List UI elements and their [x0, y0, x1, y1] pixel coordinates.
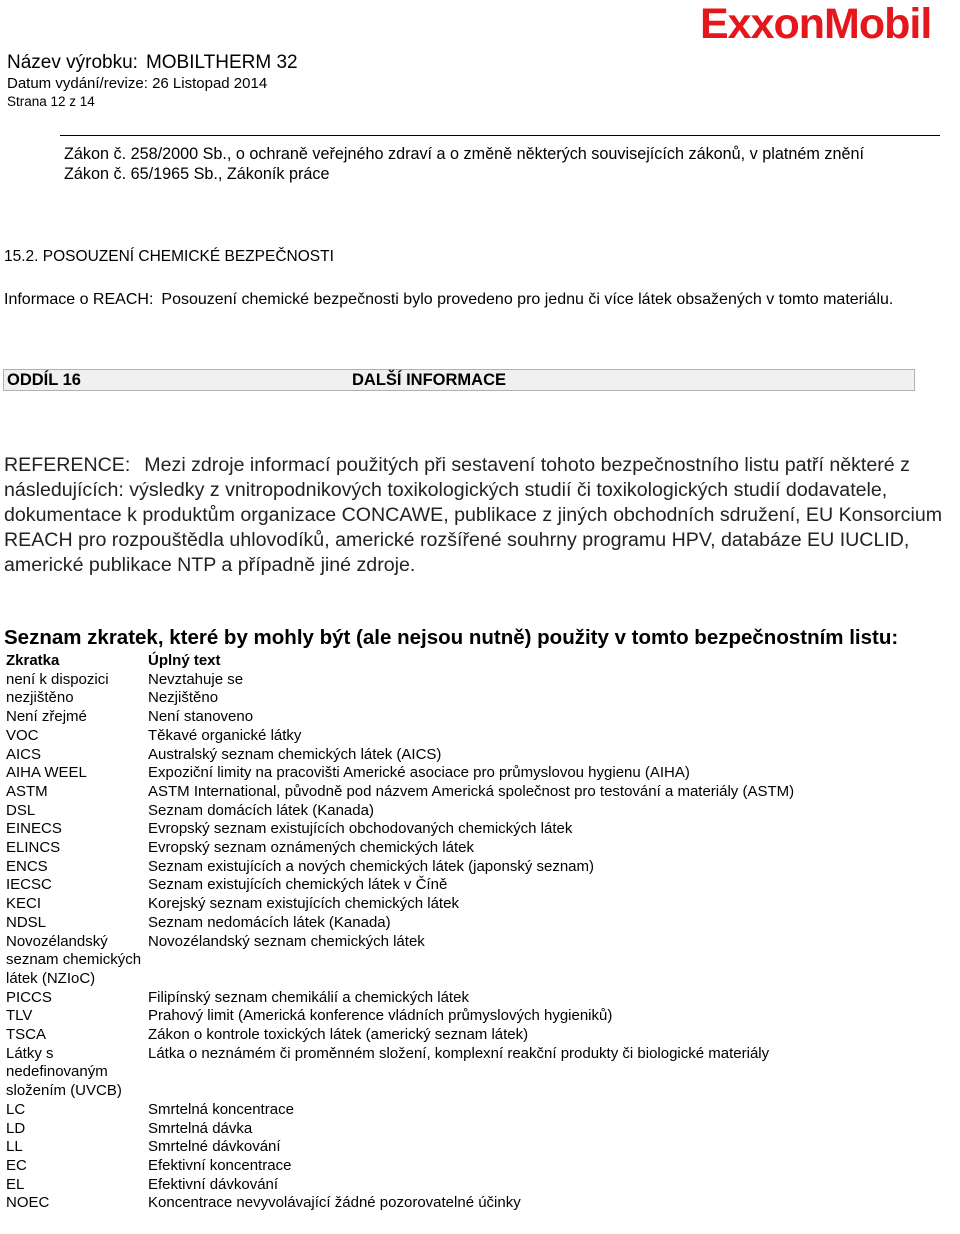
logo-wordmark: ExxonMobil: [700, 0, 932, 48]
abbreviations-table: [6, 652, 794, 1213]
section-15-2-heading: 15.2. POSOUZENÍ CHEMICKÉ BEZPEČNOSTI: [4, 248, 334, 265]
date-label: Datum vydání/revize:: [7, 75, 148, 92]
abbreviation-cell: EC: [6, 1156, 27, 1174]
table-row: [6, 1194, 794, 1213]
full-text-cell: Efektivní koncentrace: [148, 1156, 292, 1174]
full-text-cell: Nevztahuje se: [148, 670, 244, 688]
table-row: [6, 1026, 794, 1045]
full-text-cell: Expoziční limity na pracovišti Americké asociace pro průmyslovou hygienu (AIHA): [148, 764, 690, 782]
logo-graphic: [700, 0, 958, 52]
abbreviation-cell: LL: [6, 1138, 23, 1156]
abbreviation-cell: TLV: [6, 1007, 33, 1025]
references-paragraph: [4, 453, 954, 578]
full-text-cell: Nezjištěno: [148, 689, 219, 707]
abbreviation-cell: NOEC: [6, 1194, 50, 1212]
table-row: [6, 820, 794, 839]
abbreviation-cell: Není zřejmé: [6, 708, 87, 726]
table-row: [6, 746, 794, 765]
abbreviation-cell: PICCS: [6, 988, 52, 1006]
page-number: Strana 12 z 14: [7, 94, 95, 109]
abbreviation-cell: DSL: [6, 801, 36, 819]
column-header-full-text: Úplný text: [148, 652, 221, 669]
full-text-cell: Evropský seznam oznámených chemických látek: [148, 839, 474, 857]
table-row: [6, 727, 794, 746]
table-row: [6, 1101, 794, 1120]
abbreviation-cell: není k dispozici: [6, 670, 109, 688]
full-text-cell: ASTM International, původně pod názvem Americká společnost pro testování a materiály (ASTM): [148, 782, 795, 800]
table-row: [6, 895, 794, 914]
abbreviation-cell: AICS: [6, 745, 42, 763]
full-text-cell: Seznam domácích látek (Kanada): [148, 801, 374, 819]
abbreviation-cell: KECI: [6, 895, 42, 913]
abbreviation-cell: IECSC: [6, 876, 52, 894]
product-label: Název výrobku:: [7, 52, 138, 73]
reach-text: Posouzení chemické bezpečnosti bylo provedeno pro jednu či více látek obsažených v tomto materiálu.: [161, 291, 894, 308]
product-name: MOBILTHERM 32: [145, 52, 298, 73]
table-row: [6, 858, 794, 877]
abbreviation-cell: TSCA: [6, 1026, 47, 1044]
full-text-cell: Smrtelná koncentrace: [148, 1100, 294, 1118]
references-label: REFERENCE:: [4, 454, 131, 476]
full-text-cell: Seznam nedomácích látek (Kanada): [148, 913, 391, 931]
abbreviation-cell: LD: [6, 1119, 26, 1137]
table-row: [6, 1176, 794, 1195]
table-row: [6, 1045, 794, 1101]
full-text-cell: Seznam existujících chemických látek v Číně: [148, 876, 448, 894]
abbreviation-cell: nezjištěno: [6, 689, 74, 707]
section-16-title: DALŠÍ INFORMACE: [352, 371, 506, 389]
table-row: [6, 876, 794, 895]
abbreviation-cell: VOC: [6, 726, 39, 744]
table-row: [6, 708, 794, 727]
abbreviation-cell: Látky s nedefinovaným složením (UVCB): [6, 1044, 122, 1100]
full-text-cell: Smrtelná dávka: [148, 1119, 253, 1137]
column-header-abbreviation: Zkratka: [6, 652, 60, 669]
table-row: [6, 839, 794, 858]
date-value: 26 Listopad 2014: [152, 75, 268, 92]
full-text-cell: Zákon o kontrole toxických látek (americký seznam látek): [148, 1026, 529, 1044]
full-text-cell: Australský seznam chemických látek (AICS): [148, 745, 442, 763]
law-line-1: Zákon č. 258/2000 Sb., o ochraně veřejného zdraví a o změně některých souvisejících zákonů, v platném znění: [64, 145, 864, 163]
abbreviation-cell: Novozélandský seznam chemických látek (NZIoC): [6, 932, 142, 987]
table-row: [6, 1007, 794, 1026]
law-line-2: Zákon č. 65/1965 Sb., Zákoník práce: [64, 165, 330, 183]
table-row: [6, 1157, 794, 1176]
exxonmobil-logo: [700, 0, 958, 64]
full-text-cell: Není stanoveno: [148, 708, 254, 726]
header-divider: [60, 135, 940, 136]
section-16-number: ODDÍL 16: [7, 371, 81, 389]
table-row: [6, 1138, 794, 1157]
table-row: [6, 671, 794, 690]
abbreviation-cell: ASTM: [6, 782, 48, 800]
full-text-cell: Novozélandský seznam chemických látek: [148, 932, 425, 950]
table-row: [6, 764, 794, 783]
table-header-row: [6, 652, 794, 671]
abbreviations-title: Seznam zkratek, které by mohly být (ale nejsou nutně) použity v tomto bezpečnostním listu:: [4, 626, 899, 649]
table-row: [6, 1120, 794, 1139]
full-text-cell: Efektivní dávkování: [148, 1175, 279, 1193]
full-text-cell: Evropský seznam existujících obchodovaných chemických látek: [148, 820, 573, 838]
full-text-cell: Smrtelné dávkování: [148, 1138, 281, 1156]
abbreviation-cell: ENCS: [6, 857, 48, 875]
full-text-cell: Prahový limit (Americká konference vládních průmyslových hygieniků): [148, 1007, 613, 1025]
full-text-cell: Korejský seznam existujících chemických látek: [148, 895, 459, 913]
table-row: [6, 914, 794, 933]
table-row: [6, 989, 794, 1008]
abbreviation-cell: EINECS: [6, 820, 62, 838]
references-text: Mezi zdroje informací použitých při sestavení tohoto bezpečnostního listu patří některé z následujících: výsledky z vnitropodnikových toxikologických studií či toxikologických studií dodavatele, dokumentace k produktům organizace CONCAWE, publikace z jiných obchodních sdružení, EU Konsorcium REACH pro rozpouštědla uhlovodíků, americké rozšířené souhrny programu HPV, databáze EU IUCLID, americké publikace NTP a případně jiné zdroje.: [4, 454, 943, 576]
abbreviation-cell: ELINCS: [6, 839, 61, 857]
product-name-line: [7, 52, 306, 74]
abbreviation-cell: NDSL: [6, 913, 47, 931]
revision-date-line: [7, 75, 267, 92]
table-row: [6, 802, 794, 821]
full-text-cell: Koncentrace nevyvolávající žádné pozorovatelné účinky: [148, 1194, 521, 1212]
full-text-cell: Těkavé organické látky: [148, 726, 302, 744]
abbreviation-cell: AIHA WEEL: [6, 764, 87, 782]
full-text-cell: Filipínský seznam chemikálií a chemických látek: [148, 988, 469, 1006]
abbreviation-cell: EL: [6, 1175, 25, 1193]
reach-label: Informace o REACH:: [4, 291, 154, 308]
reach-info-paragraph: [4, 289, 944, 311]
full-text-cell: Seznam existujících a nových chemických látek (japonský seznam): [148, 857, 595, 875]
table-row: [6, 783, 794, 802]
full-text-cell: Látka o neznámém či proměnném složení, komplexní reakční produkty či biologické materiály: [148, 1044, 770, 1062]
table-row: [6, 933, 794, 989]
abbreviation-cell: LC: [6, 1100, 26, 1118]
section-16-header-bar: [3, 369, 915, 391]
table-row: [6, 689, 794, 708]
